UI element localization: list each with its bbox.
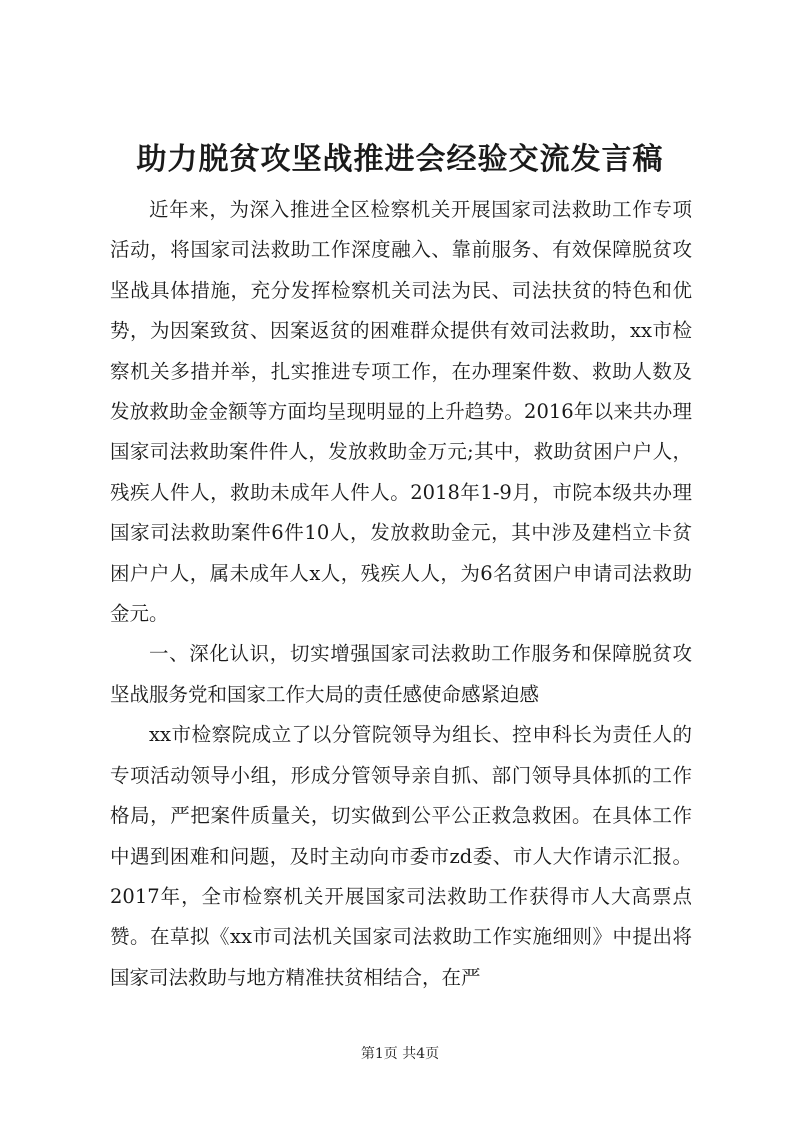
paragraph-section-body: xx市检察院成立了以分管院领导为组长、控申科长为责任人的专项活动领导小组，形成分管领导亲自抓、部门领导具体抓的工作格局，严把案件质量关，切实做到公平公正救急救困。在具体工作中遇到困难和问题，及时主动向市委市zd委、市人大作请示汇报。2017年，全市检察机关开展国家司法救助工作获得市人大高票点赞。在草拟《xx市司法机关国家司法救助工作实施细则》中提出将国家司法救助与地方精准扶贫相结合，在严 xyxy=(110,723,692,989)
page-number-footer: 第1页 共4页 xyxy=(360,1046,440,1062)
paragraph-intro: 近年来，为深入推进全区检察机关开展国家司法救助工作专项活动，将国家司法救助工作深度融入、靠前服务、有效保障脱贫攻坚战具体措施，充分发挥检察机关司法为民、司法扶贫的特色和优势，为因案致贫、因案返贫的困难群众提供有效司法救助，xx市检察机关多措并举，扎实推进专项工作，在办理案件数、救助人数及发放救助金金额等方面均呈现明显的上升趋势。2016年以来共办理国家司法救助案件件人，发放救助金万元;其中，救助贫困户户人，残疾人件人，救助未成年人件人。2018年1-9月，市院本级共办理国家司法救助案件6件10人，发放救助金元，其中涉及建档立卡贫困户户人，属未成年人x人，残疾人人，为6名贫困户申请司法救助金元。 xyxy=(110,198,692,626)
paragraph-section-heading: 一、深化认识，切实增强国家司法救助工作服务和保障脱贫攻坚战服务党和国家工作大局的责任感使命感紧迫感 xyxy=(110,642,692,706)
document-body xyxy=(110,190,692,998)
document-title: 助力脱贫攻坚战推进会经验交流发言稿 xyxy=(136,142,664,177)
